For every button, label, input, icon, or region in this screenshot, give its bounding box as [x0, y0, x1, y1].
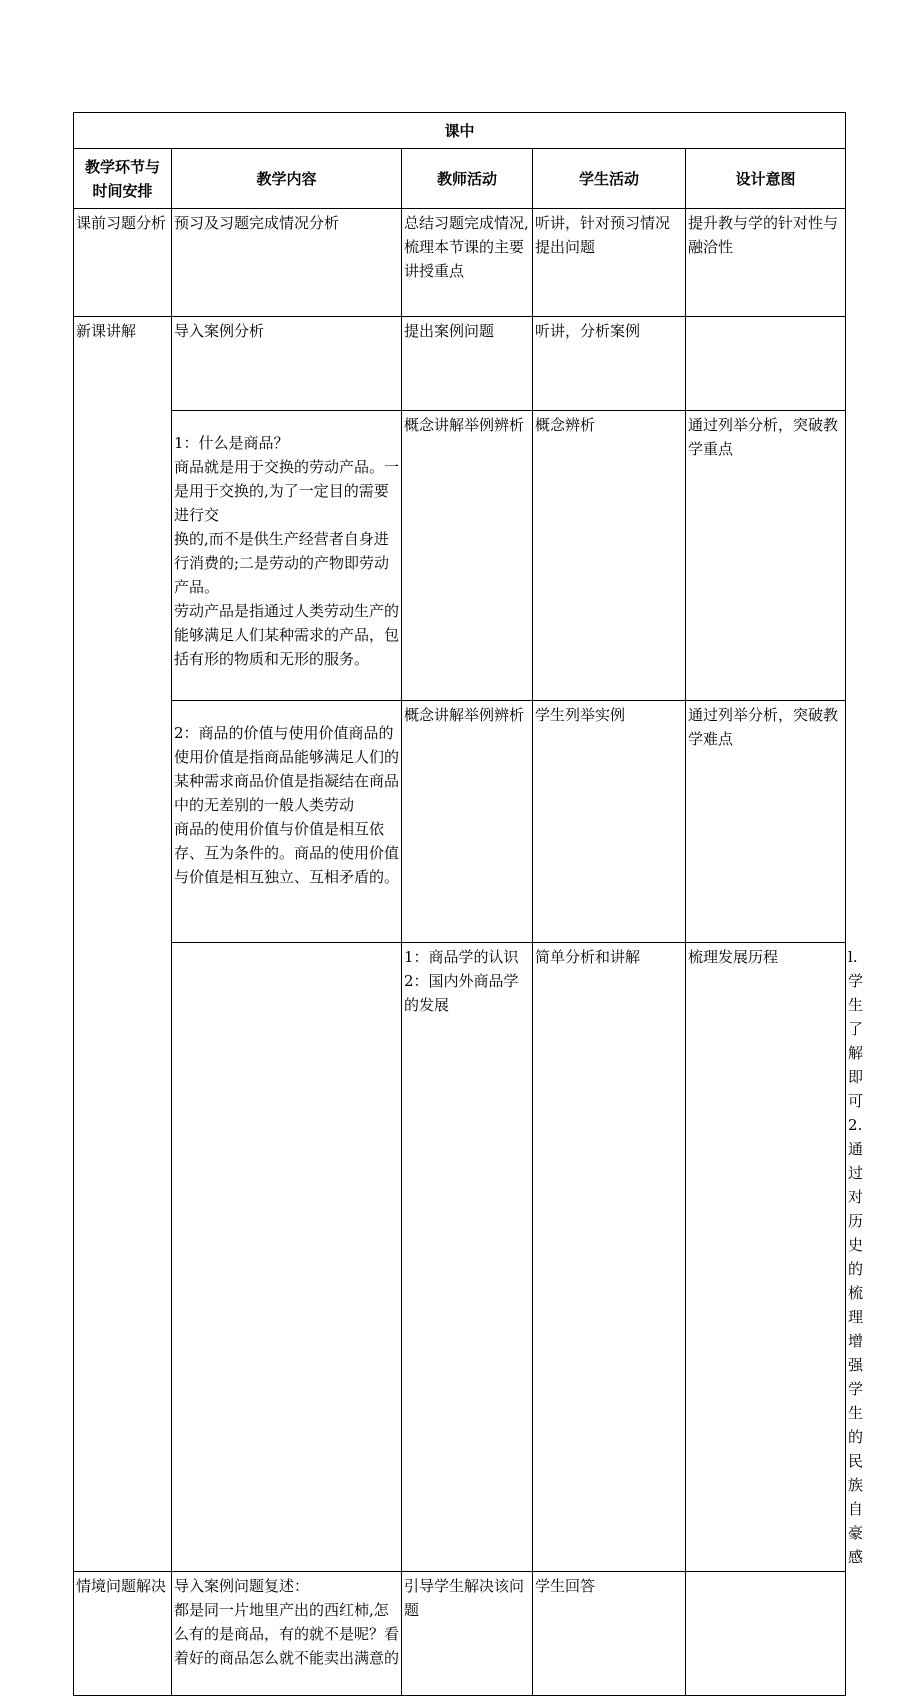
content-line: 1：商品学的认识	[404, 948, 519, 966]
lesson-plan-table	[73, 112, 864, 1696]
content-cell	[172, 411, 402, 701]
section-title-row	[74, 113, 846, 149]
stage-cell: 新课讲解	[74, 317, 172, 1572]
stage-cell: 课前习题分析	[74, 209, 172, 317]
student-cell: 梳理发展历程	[686, 943, 846, 1572]
header-intent: 设计意图	[686, 149, 846, 209]
table-row: 1：商品学的认识 2：国内外商品学的发展 简单分析和讲解 梳理发展历程 l.学生了解即可 2.通过对历史的梳理增强学生的民族自豪感	[74, 943, 846, 1572]
content-line: 导入案例问题复述：	[174, 1577, 310, 1595]
section-title: 课中	[74, 113, 846, 149]
header-content: 教学内容	[172, 149, 402, 209]
intent-line: 通过列举分析，突破教学难点	[688, 706, 839, 748]
student-cell: 听讲，分析案例	[533, 317, 686, 411]
content-line: 导入案例分析	[174, 322, 265, 340]
header-stage-line1: 教学环节与	[84, 157, 160, 176]
content-line: 2：商品的价值与使用价值商品的使用价值是指商品能够满足人们的某种需求商品价值是指凝结在商品中的无差别的一般人类劳动	[174, 724, 400, 814]
header-teacher: 教师活动	[402, 149, 533, 209]
content-line: 1：什么是商品？	[174, 434, 289, 452]
table-row	[74, 701, 846, 943]
content-line: 劳动产品是指通过人类劳动生产的能够满足人们某种需求的产品，包括有形的物质和无形的服务。	[174, 602, 400, 668]
teacher-cell: 总结习题完成情况,梳理本节课的主要讲授重点	[402, 209, 533, 317]
header-student: 学生活动	[533, 149, 686, 209]
content-line: 商品的使用价值与价值是相互依存、互为条件的。商品的使用价值与价值是相互独立、互相矛盾的。	[174, 820, 400, 886]
stage-cell: 情境问题解决	[74, 1572, 172, 1696]
table-row	[74, 317, 846, 411]
intent-cell	[686, 317, 846, 411]
teacher-cell: 引导学生解决该问题	[402, 1572, 533, 1696]
header-stage-line2: 时间安排	[92, 181, 153, 200]
content-cell	[172, 209, 402, 317]
content-line: 2：国内外商品学的发展	[404, 972, 519, 1014]
intent-cell	[686, 701, 846, 943]
header-stage	[74, 149, 172, 209]
intent-line: 通过列举分析，突破教学重点	[688, 416, 839, 458]
student-cell: 概念辨析	[533, 411, 686, 701]
teacher-cell: 概念讲解举例辨析	[402, 411, 533, 701]
content-line: 都是同一片地里产出的西红柿,怎么有的是商品，有的就不是呢？看着好的商品怎么就不能卖出满意的	[174, 1601, 400, 1667]
content-line: 预习及习题完成情况分析	[174, 214, 340, 232]
intent-line: 提升教与学的针对性与融洽性	[688, 214, 839, 256]
table-row	[74, 209, 846, 317]
student-cell: 听讲，针对预习情况提出问题	[533, 209, 686, 317]
content-cell	[172, 1572, 402, 1696]
intent-cell	[686, 1572, 846, 1696]
student-cell: 学生列举实例	[533, 701, 686, 943]
teacher-cell: 提出案例问题	[402, 317, 533, 411]
student-cell: 学生回答	[533, 1572, 686, 1696]
teacher-cell: 概念讲解举例辨析	[402, 701, 533, 943]
table-row	[74, 411, 846, 701]
content-line: 换的,而不是供生产经营者自身进行消费的;二是劳动的产物即劳动产品。	[174, 530, 390, 596]
content-cell	[402, 943, 533, 1572]
teacher-cell: 简单分析和讲解	[533, 943, 686, 1572]
content-cell	[172, 701, 402, 943]
content-cell	[172, 317, 402, 411]
content-line: 商品就是用于交换的劳动产品。一是用于交换的,为了一定目的需要进行交	[174, 458, 400, 524]
intent-cell	[686, 411, 846, 701]
intent-cell	[686, 209, 846, 317]
stage-cell	[172, 943, 402, 1572]
table-row	[74, 1572, 846, 1696]
header-row	[74, 149, 846, 209]
